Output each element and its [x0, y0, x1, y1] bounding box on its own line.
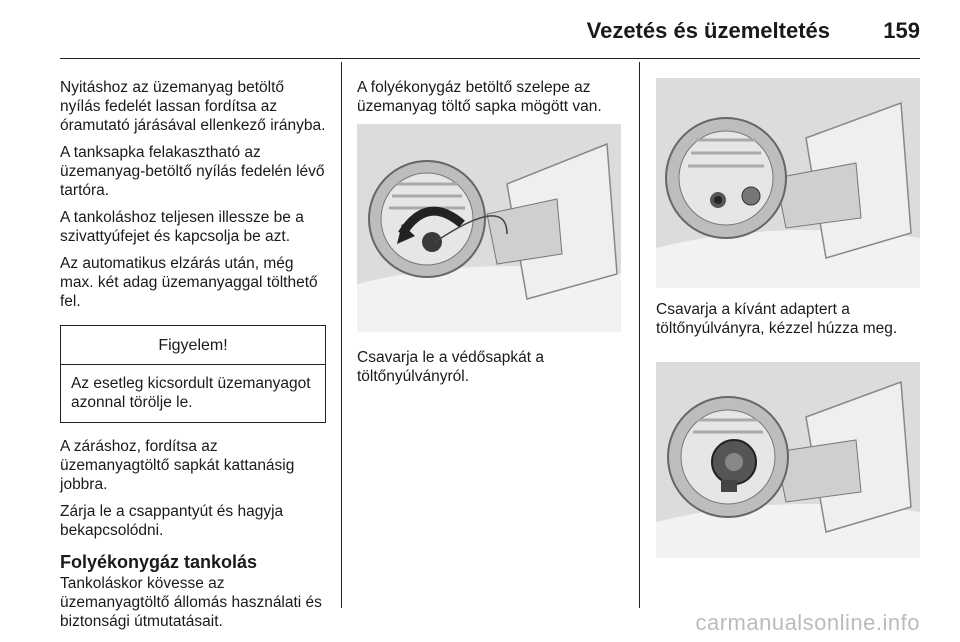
column-divider-2 [639, 62, 640, 608]
fuel-flap-adapter-illustration-icon [656, 362, 920, 558]
paragraph-close-flap: Zárja le a csappantyút és hagyja bekapcsolódni. [60, 503, 284, 539]
warning-title: Figyelem! [61, 326, 325, 365]
watermark: carmanualsonline.info [695, 610, 920, 635]
fuel-flap-lpg-valve-illustration-icon [656, 78, 920, 288]
paragraph-lpg-valve: A folyékonygáz betöltő szelepe az üzemanyag töltő sapka mögött van. [357, 79, 602, 115]
paragraph-open: Nyitáshoz az üzemanyag betöltő nyílás fedelét lassan fordítsa az óramutató járásával ellenkező irányba. [60, 79, 326, 134]
fuel-flap-cap-removal-illustration-icon [357, 124, 621, 332]
section-title: Vezetés és üzemeltetés [586, 18, 830, 43]
caption-lpg-valve: Csavarja a kívánt adaptert a töltőnyúlványra, kézzel húzza meg. [656, 301, 898, 337]
paragraph-cap-holder: A tanksapka felakasztható az üzemanyag-betöltő nyílás fedelén lévő tartóra. [60, 144, 325, 199]
column-divider-1 [341, 62, 342, 608]
paragraph-lpg-safety: Tankoláskor kövesse az üzemanyagtöltő állomás használati és biztonsági útmutatásait. [60, 575, 322, 630]
figure-cap-removal [357, 124, 621, 332]
figure-adapter [656, 362, 920, 558]
page-number: 159 [883, 18, 920, 43]
column-1 [60, 78, 326, 639]
column-2 [357, 78, 625, 124]
paragraph-autostop: Az automatikus elzárás után, még max. két adag üzemanyaggal tölthető fel. [60, 255, 318, 310]
paragraph-pump: A tankoláshoz teljesen illessze be a szivattyúfejet és kapcsolja be azt. [60, 209, 304, 245]
warning-text: Az esetleg kicsordult üzemanyagot azonnal törölje le. [71, 375, 311, 411]
lpg-heading: Folyékonygáz tankolás [60, 552, 258, 572]
warning-box [60, 325, 326, 423]
figure-lpg-valve [656, 78, 920, 288]
page-header [60, 14, 920, 59]
paragraph-close-cap: A záráshoz, fordítsa az üzemanyagtöltő sapkát kattanásig jobbra. [60, 438, 295, 493]
caption-cap-removal: Csavarja le a védősapkát a töltőnyúlványról. [357, 349, 544, 385]
